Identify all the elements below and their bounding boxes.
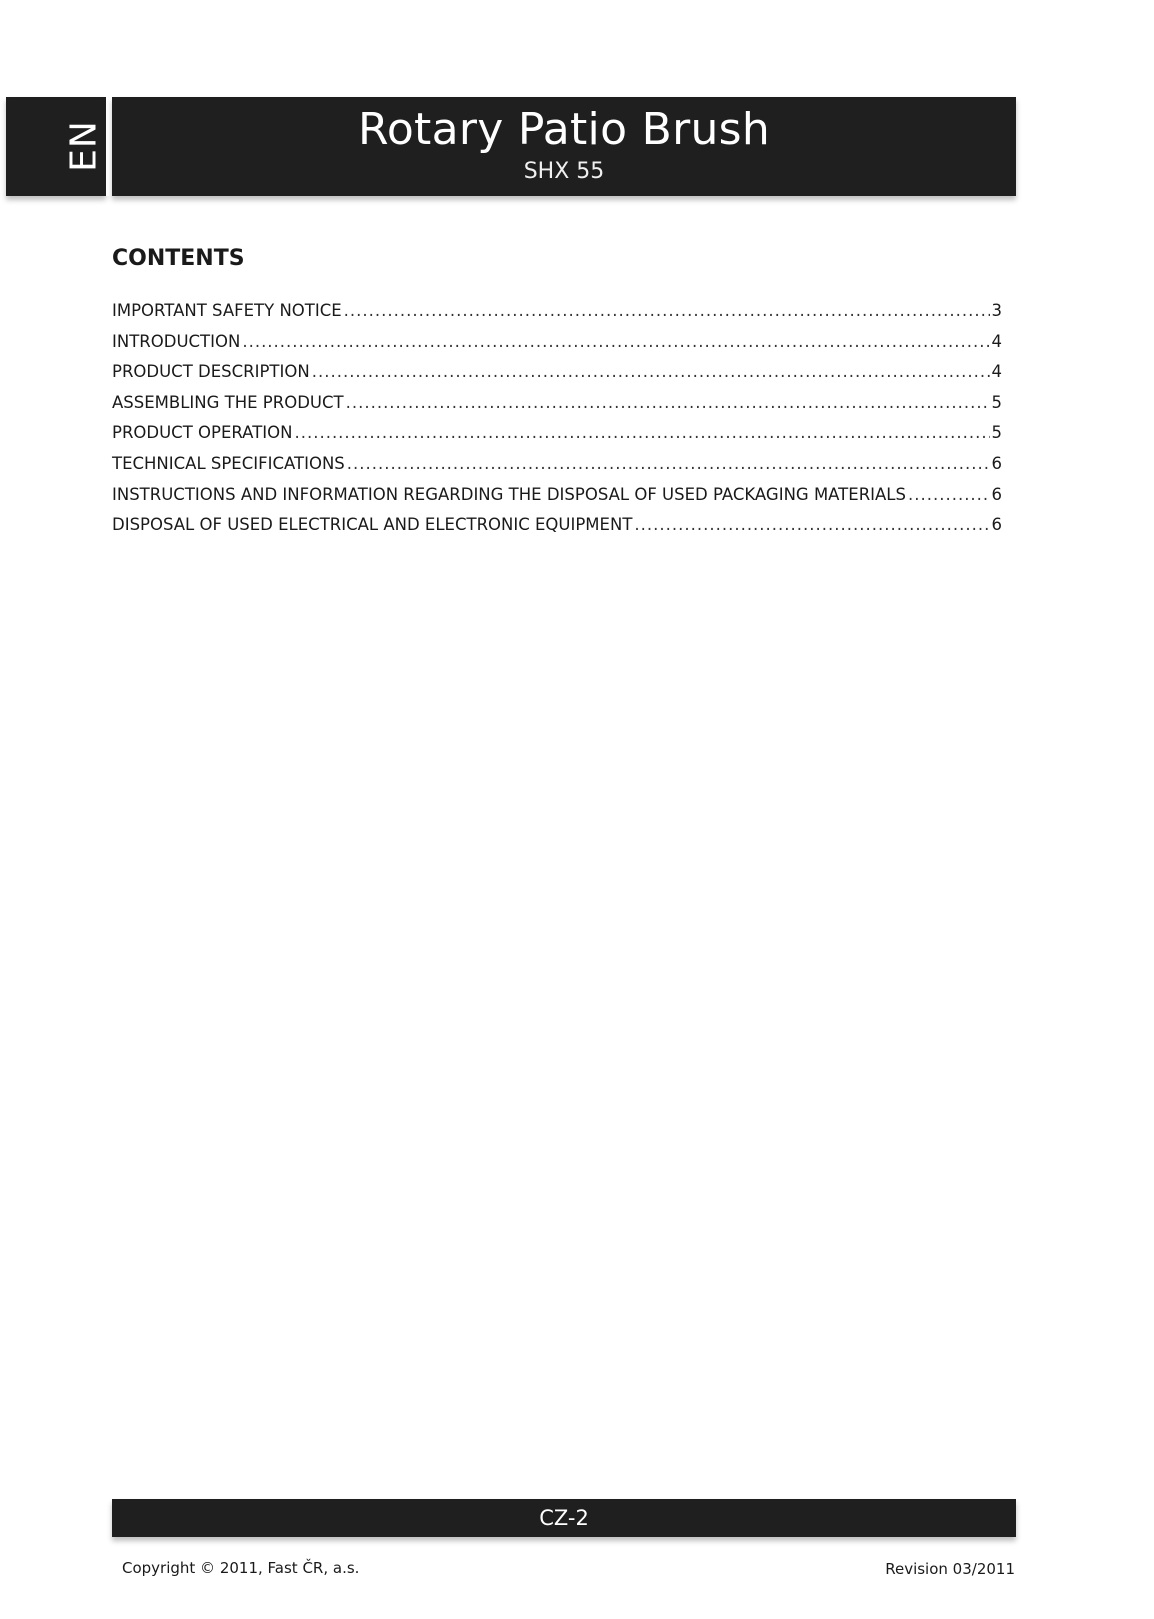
toc-entry[interactable]	[112, 301, 1002, 332]
footer-bar	[112, 1499, 1016, 1537]
copyright-notice: Copyright © 2011, Fast ČR, a.s.	[122, 1559, 360, 1577]
toc-entry-label: TECHNICAL SPECIFICATIONS	[112, 453, 345, 473]
toc-leader-dots	[346, 393, 990, 412]
toc-entry-page: 6	[991, 484, 1002, 504]
revision-label: Revision 03/2011	[885, 1560, 1015, 1578]
toc-entry-page: 5	[991, 423, 1002, 443]
toc-entry-label: ASSEMBLING THE PRODUCT	[112, 392, 344, 412]
toc-leader-dots	[294, 423, 989, 442]
model-number: SHX 55	[523, 159, 605, 184]
toc-entry-label: PRODUCT OPERATION	[112, 423, 293, 443]
toc-entry-page: 5	[991, 392, 1002, 412]
language-label: EN	[63, 120, 105, 172]
toc-entry[interactable]	[112, 332, 1002, 363]
toc-leader-dots	[634, 515, 989, 534]
toc-entry-label: DISPOSAL OF USED ELECTRICAL AND ELECTRONIC EQUIPMENT	[112, 515, 633, 535]
toc-entry-label: INTRODUCTION	[112, 331, 241, 351]
toc-leader-dots	[312, 362, 990, 381]
toc-leader-dots	[344, 301, 990, 320]
title-bar	[112, 97, 1016, 196]
toc-entry-page: 6	[991, 453, 1002, 473]
toc-entry-label: IMPORTANT SAFETY NOTICE	[112, 301, 342, 320]
toc-entry[interactable]	[112, 454, 1002, 485]
toc-entry-page: 6	[991, 515, 1002, 535]
document-title: Rotary Patio Brush	[357, 104, 771, 155]
toc-leader-dots	[242, 332, 989, 351]
page-number: CZ-2	[539, 1506, 589, 1530]
toc-entry[interactable]	[112, 423, 1002, 454]
toc-entry-label: PRODUCT DESCRIPTION	[112, 362, 310, 382]
toc-entry[interactable]	[112, 393, 1002, 424]
toc-entry[interactable]	[112, 515, 1002, 546]
toc-entry-label: INSTRUCTIONS AND INFORMATION REGARDING THE DISPOSAL OF USED PACKAGING MATERIALS	[112, 484, 906, 504]
toc-entry-page: 4	[991, 362, 1002, 382]
toc-entry[interactable]	[112, 362, 1002, 393]
toc-entry-page: 4	[991, 331, 1002, 351]
toc-entry-page: 3	[991, 301, 1002, 320]
toc-leader-dots	[908, 485, 990, 504]
toc-entry[interactable]	[112, 485, 1002, 516]
table-of-contents	[112, 301, 1002, 546]
toc-leader-dots	[347, 454, 990, 473]
contents-heading: CONTENTS	[112, 246, 245, 271]
